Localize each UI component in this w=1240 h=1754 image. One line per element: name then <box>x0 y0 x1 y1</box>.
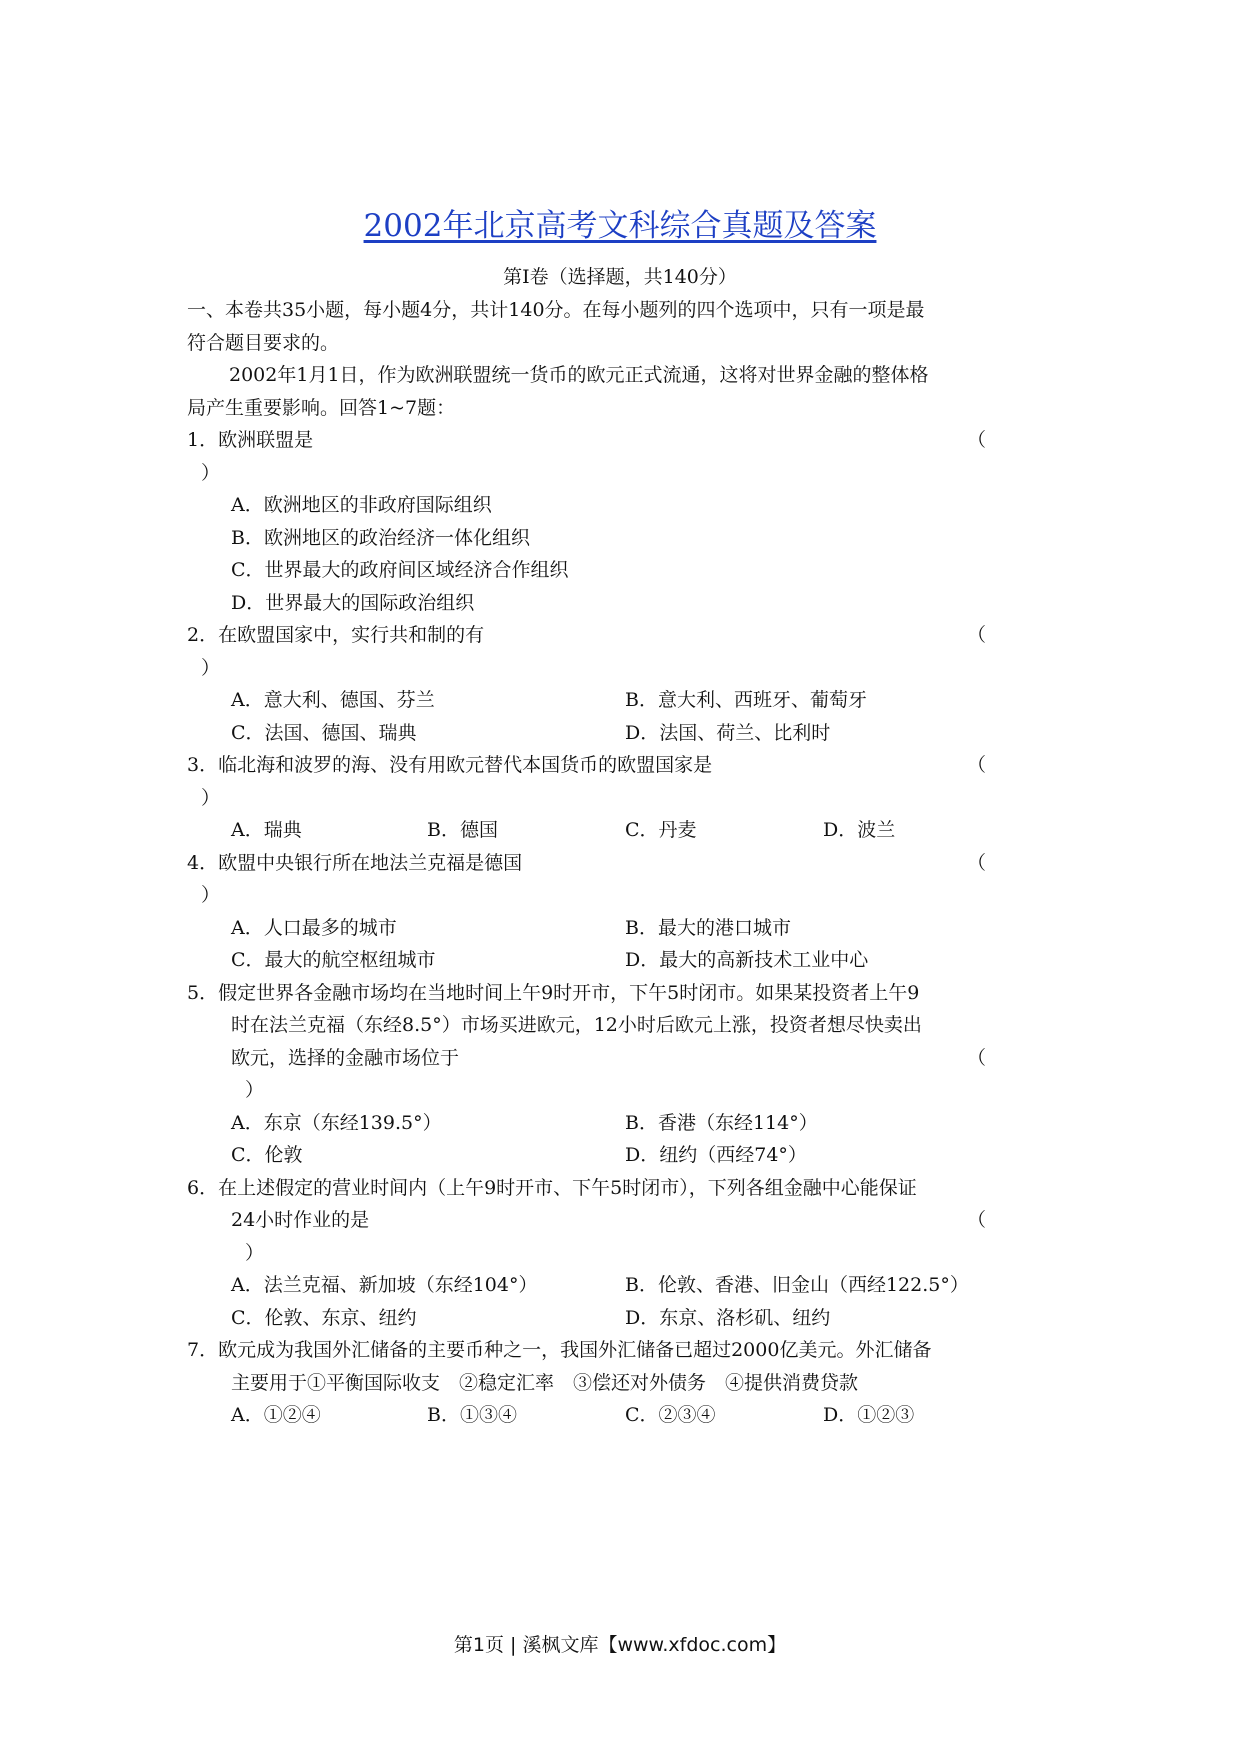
question-2-option-d: D．法国、荷兰、比利时 <box>625 721 831 744</box>
page-footer: 第1页 | 溪枫文库【www.xfdoc.com】 <box>453 1634 787 1656</box>
question-6-option-c: C．伦敦、东京、纽约 <box>231 1306 417 1329</box>
question-5-options-row-1 <box>187 1107 1057 1140</box>
answer-paren-open: （ <box>967 754 987 776</box>
answer-paren-close: ） <box>245 1241 265 1264</box>
question-5-option-a: A．东京（东经139.5°） <box>231 1111 442 1134</box>
question-7-option-d: D．①②③ <box>823 1404 915 1426</box>
answer-paren-close: ） <box>245 1079 265 1101</box>
question-3-options-row <box>187 814 1057 847</box>
question-4-options-row-1 <box>187 912 1057 945</box>
document-body <box>187 294 1057 1432</box>
question-6-stem-line-2 <box>187 1204 1057 1237</box>
question-4-option-b: B．最大的港口城市 <box>625 916 791 939</box>
question-3-option-d: D．波兰 <box>823 819 896 841</box>
question-2-text: 2．在欧盟国家中，实行共和制的有 <box>187 624 485 646</box>
question-5-stem-line-2: 时在法兰克福（东经8.5°）市场买进欧元，12小时后欧元上涨，投资者想尽快卖出 <box>231 1014 922 1036</box>
question-2-option-a: A．意大利、德国、芬兰 <box>231 689 435 711</box>
question-7-option-a: A．①②④ <box>231 1404 321 1426</box>
question-5-option-d: D．纽约（西经74°） <box>625 1144 807 1166</box>
question-3-text: 3．临北海和波罗的海、没有用欧元替代本国货币的欧盟国家是 <box>187 754 713 776</box>
question-7-stem-line-2: 主要用于①平衡国际收支 ②稳定汇率 ③偿还对外债务 ④提供消费贷款 <box>231 1371 859 1394</box>
question-6-options-row-1 <box>187 1269 1057 1302</box>
instructions-line-1: 一、本卷共35小题，每小题4分，共计140分。在每小题列的四个选项中，只有一项是最 <box>187 299 925 321</box>
question-4-stem <box>187 847 1057 880</box>
question-3-option-b: B．德国 <box>427 819 498 841</box>
question-4-option-d: D．最大的高新技术工业中心 <box>625 949 869 971</box>
answer-paren-open: （ <box>967 429 987 451</box>
question-1-option-b: B．欧洲地区的政治经济一体化组织 <box>231 526 530 549</box>
answer-paren-close: ） <box>201 884 221 906</box>
question-1-stem <box>187 424 1057 457</box>
question-2-options-row-2 <box>187 717 1057 750</box>
answer-paren-open: （ <box>967 851 987 874</box>
question-2-stem <box>187 619 1057 652</box>
question-7-option-c: C．②③④ <box>625 1404 716 1426</box>
instructions-line-2: 符合题目要求的。 <box>187 331 340 354</box>
question-7-option-b: B．①③④ <box>427 1404 517 1426</box>
question-5-stem-line-1: 5．假定世界各金融市场均在当地时间上午9时开市，下午5时闭市。如果某投资者上午9 <box>187 981 920 1004</box>
question-3-option-a: A．瑞典 <box>231 819 302 841</box>
question-7-options-row <box>187 1399 1057 1432</box>
passage-line-2: 局产生重要影响。回答1~7题： <box>187 396 456 419</box>
question-2-option-b: B．意大利、西班牙、葡萄牙 <box>625 689 867 711</box>
page-title[interactable]: 2002年北京高考文科综合真题及答案 <box>363 208 877 244</box>
question-1-option-c: C．世界最大的政府间区域经济合作组织 <box>231 559 569 581</box>
answer-paren-open: （ <box>967 1209 987 1231</box>
question-2-options-row-1 <box>187 684 1057 717</box>
question-3-option-c: C．丹麦 <box>625 819 697 841</box>
question-5-options-row-2 <box>187 1139 1057 1172</box>
question-6-stem-line-1: 6．在上述假定的营业时间内（上午9时开市、下午5时闭市），下列各组金融中心能保证 <box>187 1176 917 1199</box>
question-7-stem-line-1: 7．欧元成为我国外汇储备的主要币种之一，我国外汇储备已超过2000亿美元。外汇储备 <box>187 1339 932 1361</box>
question-4-text: 4．欧盟中央银行所在地法兰克福是德国 <box>187 851 523 874</box>
question-6-option-a: A．法兰克福、新加坡（东经104°） <box>231 1274 538 1296</box>
question-6-options-row-2 <box>187 1302 1057 1335</box>
passage-line-1: 2002年1月1日，作为欧洲联盟统一货币的欧元正式流通，这将对世界金融的整体格 <box>229 364 929 386</box>
answer-paren-close: ） <box>201 786 221 809</box>
question-5-text: 欧元，选择的金融市场位于 <box>231 1046 460 1069</box>
answer-paren-close: ） <box>201 656 221 679</box>
question-1-text: 1．欧洲联盟是 <box>187 429 314 451</box>
question-4-option-c: C．最大的航空枢纽城市 <box>231 949 436 971</box>
question-3-stem <box>187 749 1057 782</box>
question-6-option-d: D．东京、洛杉矶、纽约 <box>625 1306 831 1329</box>
question-5-option-b: B．香港（东经114°） <box>625 1111 818 1134</box>
question-6-option-b: B．伦敦、香港、旧金山（西经122.5°） <box>625 1274 969 1296</box>
question-4-option-a: A．人口最多的城市 <box>231 916 397 939</box>
question-1-option-d: D．世界最大的国际政治组织 <box>231 591 475 614</box>
question-5-stem-line-3 <box>187 1042 1057 1075</box>
question-4-options-row-2 <box>187 944 1057 977</box>
question-5-option-c: C．伦敦 <box>231 1144 303 1166</box>
section-subtitle: 第Ⅰ卷（选择题，共140分） <box>503 266 737 288</box>
question-6-text: 24小时作业的是 <box>231 1209 370 1231</box>
question-2-option-c: C．法国、德国、瑞典 <box>231 721 417 744</box>
answer-paren-open: （ <box>967 1046 987 1069</box>
answer-paren-open: （ <box>967 624 987 646</box>
question-1-option-a: A．欧洲地区的非政府国际组织 <box>231 494 492 516</box>
answer-paren-close: ） <box>201 461 221 484</box>
